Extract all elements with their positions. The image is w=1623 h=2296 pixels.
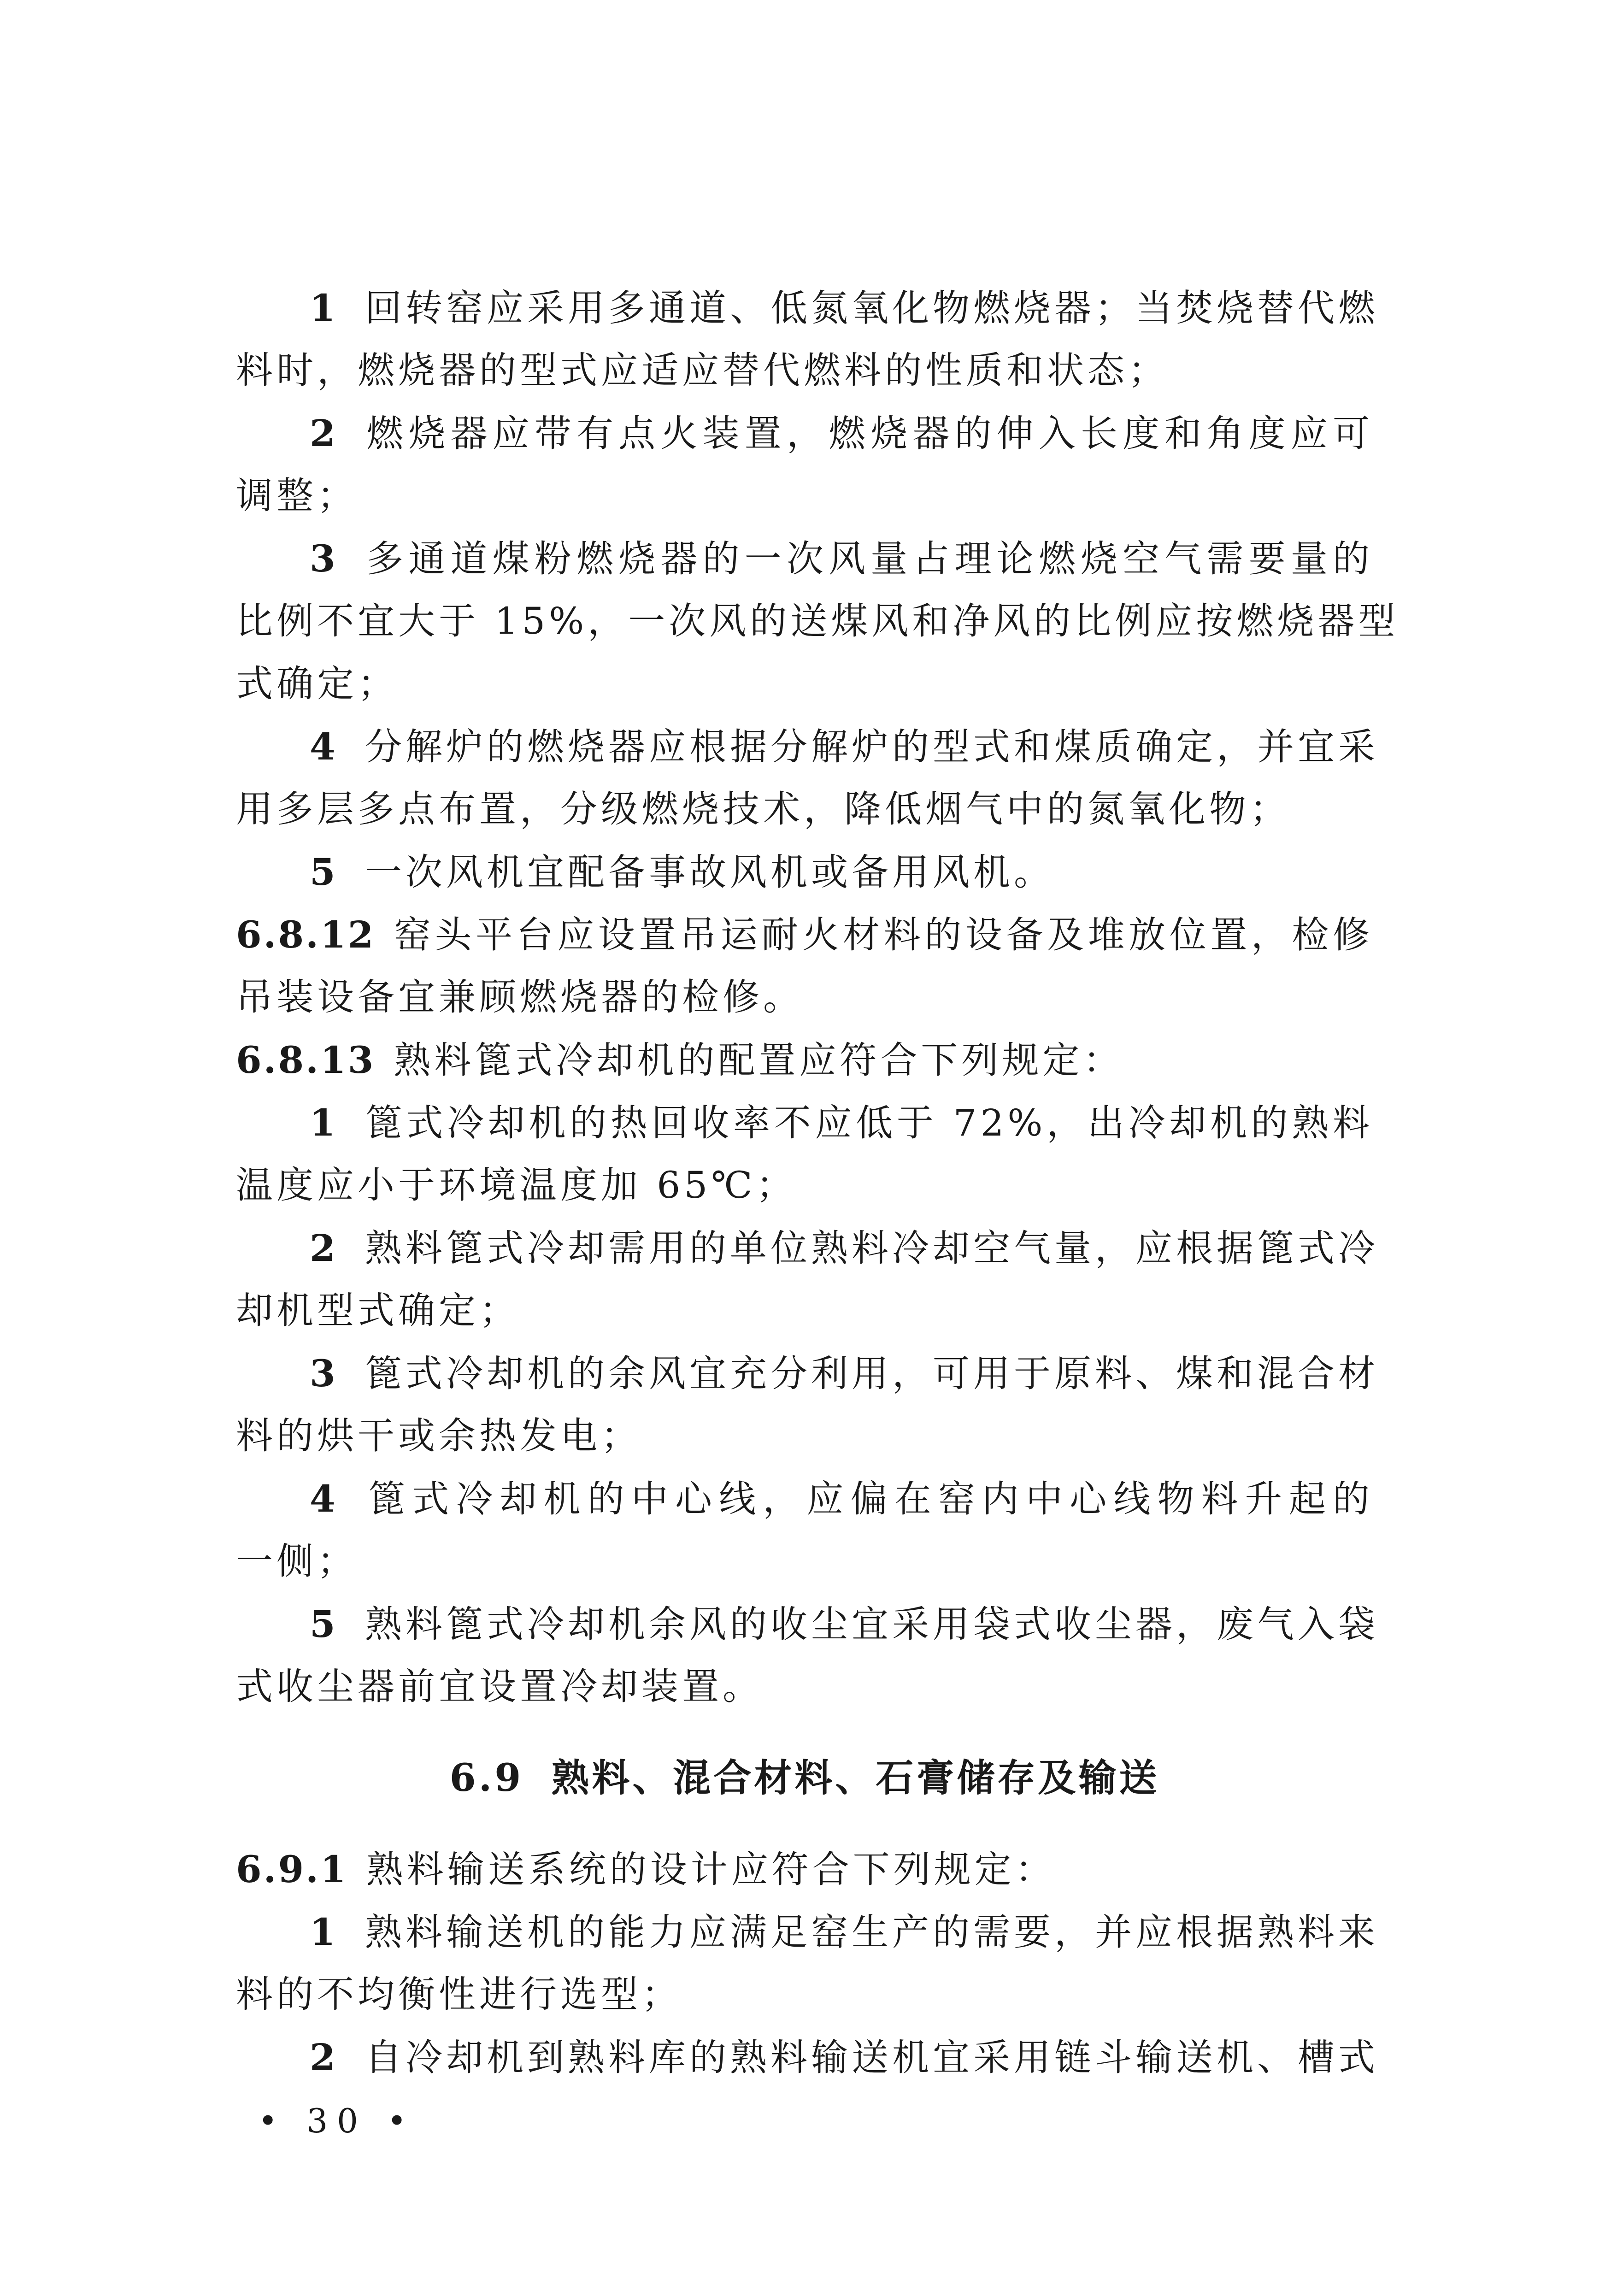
item-number: 3 xyxy=(310,537,335,580)
clause-6-8-12 xyxy=(236,903,1373,1029)
list-item xyxy=(236,841,1373,903)
item-text: 料时，燃烧器的型式应适应替代燃料的性质和状态； xyxy=(236,349,1169,392)
section-title: 熟料、混合材料、石膏储存及输送 xyxy=(551,1756,1160,1800)
item-text: 燃烧器应带有点火装置，燃烧器的伸入长度和角度应可 xyxy=(365,412,1373,455)
list-item xyxy=(236,527,1399,715)
item-text: 料的烘干或余热发电； xyxy=(236,1414,641,1457)
list-item xyxy=(236,715,1379,841)
item-text: 熟料篦式冷却需用的单位熟料冷却空气量，应根据篦式冷 xyxy=(365,1227,1379,1270)
item-number: 3 xyxy=(310,1352,335,1395)
item-number: 4 xyxy=(310,725,335,768)
list-item xyxy=(236,1342,1379,1467)
item-text: 却机型式确定； xyxy=(236,1289,520,1332)
list-item xyxy=(236,277,1379,402)
item-text: 篦式冷却机的中心线，应偏在窑内中心线物料升起的 xyxy=(365,1478,1373,1520)
list-item xyxy=(236,1901,1379,2026)
clause-number: 6.8.12 xyxy=(236,913,376,956)
clause-number: 6.8.13 xyxy=(236,1038,376,1082)
clause-text: 吊装设备宜兼顾燃烧器的检修。 xyxy=(236,976,804,1018)
item-text: 篦式冷却机的余风宜充分利用，可用于原料、煤和混合材 xyxy=(365,1352,1379,1395)
item-number: 1 xyxy=(310,1101,335,1144)
item-text: 熟料篦式冷却机余风的收尘宜采用袋式收尘器，废气入袋 xyxy=(365,1603,1379,1646)
clause-6-9-1 xyxy=(236,1838,1373,1901)
clause-number: 6.9.1 xyxy=(236,1848,348,1891)
list-item xyxy=(236,1091,1373,1217)
clause-text: 窑头平台应设置吊运耐火材料的设备及堆放位置，检修 xyxy=(394,913,1373,956)
item-text: 一次风机宜配备事故风机或备用风机。 xyxy=(365,851,1054,894)
item-number: 2 xyxy=(310,1226,335,1270)
item-text: 调整； xyxy=(236,474,358,517)
item-text: 熟料输送机的能力应满足窑生产的需要，并应根据熟料来 xyxy=(365,1911,1379,1954)
item-text: 用多层多点布置，分级燃烧技术，降低烟气中的氮氧化物； xyxy=(236,788,1290,830)
item-number: 2 xyxy=(310,2036,335,2079)
item-text: 比例不宜大于 15%，一次风的送煤风和净风的比例应按燃烧器型 xyxy=(236,600,1399,642)
item-text: 温度应小于环境温度加 65℃； xyxy=(236,1164,797,1207)
item-text: 篦式冷却机的热回收率不应低于 72%，出冷却机的熟料 xyxy=(365,1101,1373,1144)
section-heading xyxy=(236,1746,1373,1810)
item-number: 5 xyxy=(310,1602,335,1646)
clause-text: 熟料篦式冷却机的配置应符合下列规定： xyxy=(394,1039,1124,1082)
clause-6-8-13 xyxy=(236,1029,1373,1091)
item-text: 自冷却机到熟料库的熟料输送机宜采用链斗输送机、槽式 xyxy=(365,2036,1379,2079)
list-item xyxy=(236,1593,1379,1718)
item-number: 2 xyxy=(310,412,335,455)
item-number: 4 xyxy=(310,1477,335,1520)
item-text: 回转窑应采用多通道、低氮氧化物燃烧器；当焚烧替代燃 xyxy=(365,287,1379,330)
list-item xyxy=(236,2026,1379,2089)
item-number: 1 xyxy=(310,286,335,330)
page-body xyxy=(236,277,1399,2089)
clause-text: 熟料输送系统的设计应符合下列规定： xyxy=(366,1848,1056,1891)
section-number: 6.9 xyxy=(449,1756,524,1800)
list-item xyxy=(236,402,1373,527)
item-number: 1 xyxy=(310,1910,335,1954)
item-text: 一侧； xyxy=(236,1540,358,1583)
item-number: 5 xyxy=(310,850,335,894)
item-text: 式确定； xyxy=(236,662,398,705)
list-item xyxy=(236,1467,1373,1593)
page-number: • 30 • xyxy=(258,2102,416,2140)
item-text: 分解炉的燃烧器应根据分解炉的型式和煤质确定，并宜采 xyxy=(365,725,1379,768)
item-text: 料的不均衡性进行选型； xyxy=(236,1973,682,2016)
list-item xyxy=(236,1217,1379,1342)
item-text: 式收尘器前宜设置冷却装置。 xyxy=(236,1665,763,1708)
item-text: 多通道煤粉燃烧器的一次风量占理论燃烧空气需要量的 xyxy=(365,537,1373,580)
